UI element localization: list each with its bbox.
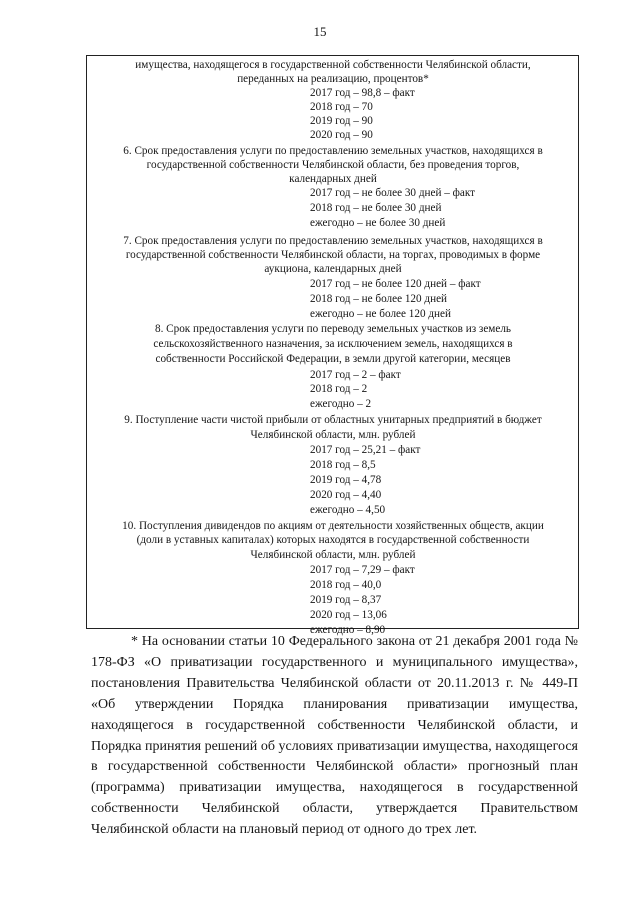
indicator-heading-line: Челябинской области, млн. рублей [250,429,416,441]
indicator-value-line: 2019 год – 4,78 [310,474,382,486]
indicator-heading-line: Челябинской области, млн. рублей [250,549,416,561]
indicator-value-line: 2020 год – 90 [310,129,373,141]
indicator-heading-line: аукциона, календарных дней [264,263,402,275]
indicator-value-line: ежегодно – 4,50 [310,504,386,516]
indicator-value-line: 2017 год – 98,8 – факт [310,87,415,99]
indicator-value-line: ежегодно – 8,90 [310,624,386,636]
indicator-heading-line: государственной собственности Челябинской области, без проведения торгов, [146,159,520,171]
indicator-value-line: ежегодно – не более 120 дней [310,308,451,320]
indicator-heading-line: имущества, находящегося в государственной собственности Челябинской области, [135,59,531,71]
footnote-text: * На основании статьи 10 Федерального закона от 21 декабря 2001 года № 178-ФЗ «О приватизации государственного и муниципального имущества», постановления Правительства Челябинской области от 20.11.2013 г. № 449-П «Об утверждении Порядка планирования приватизации имущества, находящегося в государственной собственности Челябинской области, и Порядка принятия решений об условиях приватизации имущества, находящегося в государственной собственности Челябинской области» прогнозный план (программа) приватизации имущества, находящегося в государственной собственности Челябинской области, утверждается Правительством Челябинской области на плановый период от одного до трех лет. [91,634,578,838]
indicator-value-line: 2017 год – не более 30 дней – факт [310,187,476,199]
indicator-value-line: 2018 год – 70 [310,101,373,113]
indicator-heading-line: 6. Срок предоставления услуги по предоставлению земельных участков, находящихся в [123,145,543,157]
indicator-value-line: 2017 год – 7,29 – факт [310,564,415,576]
indicator-heading-line: собственности Российской Федерации, в земли другой категории, месяцев [155,353,511,365]
indicator-value-line: ежегодно – 2 [310,398,372,410]
indicator-heading-line: 7. Срок предоставления услуги по предоставлению земельных участков, находящихся в [123,235,543,247]
indicator-value-line: 2017 год – не более 120 дней – факт [310,278,481,290]
indicator-value-line: 2018 год – 40,0 [310,579,382,591]
indicator-heading-line: сельскохозяйственного назначения, за исключением земель, находящихся в [153,338,513,350]
indicator-heading-line: 10. Поступления дивидендов по акциям от деятельности хозяйственных обществ, акции [122,520,544,532]
indicator-value-line: 2018 год – не более 120 дней [310,293,448,305]
indicator-value-line: 2019 год – 90 [310,115,373,127]
indicator-heading-line: 8. Срок предоставления услуги по переводу земельных участков из земель [154,323,512,335]
indicator-value-line: 2019 год – 8,37 [310,594,382,606]
indicator-value-line: ежегодно – не более 30 дней [310,217,446,229]
indicator-value-line: 2017 год – 2 – факт [310,369,401,381]
indicator-value-line: 2017 год – 25,21 – факт [310,444,421,456]
page-number: 15 [313,24,327,39]
indicator-value-line: 2020 год – 4,40 [310,489,382,501]
indicator-heading-line: (доли в уставных капиталах) которых находятся в государственной собственности [136,534,530,546]
indicator-value-line: 2020 год – 13,06 [310,609,387,621]
indicator-heading-line: 9. Поступление части чистой прибыли от областных унитарных предприятий в бюджет [124,414,542,426]
indicator-value-line: 2018 год – 2 [310,383,368,395]
indicator-value-line: 2018 год – 8,5 [310,459,376,471]
indicator-heading-line: государственной собственности Челябинской области, на торгах, проводимых в форме [125,249,541,261]
indicator-heading-line: календарных дней [289,173,377,185]
indicator-heading-line: переданных на реализацию, процентов* [237,73,429,85]
footnote [91,632,578,841]
indicator-value-line: 2018 год – не более 30 дней [310,202,442,214]
